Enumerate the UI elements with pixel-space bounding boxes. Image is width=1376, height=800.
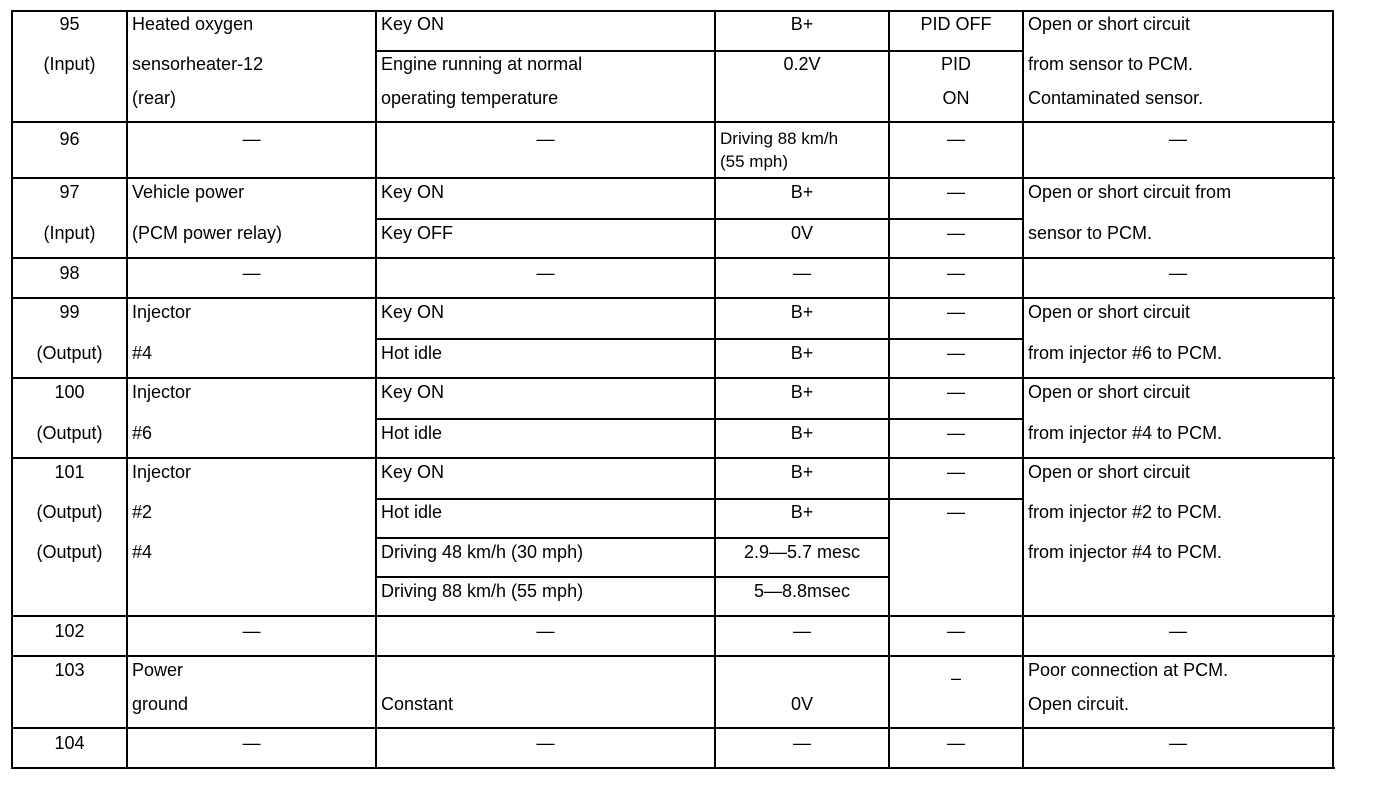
terminal-number: 95 <box>59 14 80 34</box>
condition-text: Hot idle <box>381 343 443 363</box>
inspection-text: Poor connection at PCM. <box>1028 660 1229 680</box>
sub-row-border <box>376 218 1024 220</box>
condition-text: Hot idle <box>381 423 443 443</box>
connected-to-text: #4 <box>132 343 153 363</box>
inspection-dash: — <box>1169 129 1187 149</box>
pid-value: — <box>947 462 965 482</box>
inspection-text: Open or short circuit <box>1028 382 1191 402</box>
table-top-border <box>12 10 1333 12</box>
row-border <box>12 297 1335 299</box>
pid-value: — <box>947 382 965 402</box>
voltage-value: 0.2V <box>783 54 821 74</box>
connected-to-text: Injector <box>132 462 192 482</box>
terminal-number: 102 <box>54 621 85 641</box>
connected-to-text: (rear) <box>132 88 176 108</box>
sub-row-border <box>376 576 890 578</box>
inspection-text: from injector #2 to PCM. <box>1028 502 1223 522</box>
row-border <box>12 655 1335 657</box>
connected-to-text: (PCM power relay) <box>132 223 283 243</box>
pid-value: — <box>947 423 965 443</box>
voltage-value: B+ <box>790 382 814 402</box>
inspection-dash: — <box>1169 621 1187 641</box>
inspection-text: Contaminated sensor. <box>1028 88 1204 108</box>
connected-to-text: Heated oxygen <box>132 14 254 34</box>
pid-value: — <box>947 343 965 363</box>
inspection-text: Open or short circuit <box>1028 462 1191 482</box>
terminal-number: 104 <box>54 733 85 753</box>
voltage-value: — <box>793 621 811 641</box>
pid-value: — <box>947 223 965 243</box>
condition-text: Key ON <box>381 462 445 482</box>
row-border <box>12 177 1335 179</box>
inspection-dash: — <box>1169 733 1187 753</box>
column-border <box>375 10 377 769</box>
terminal-number: (Input) <box>43 54 96 74</box>
inspection-text: Open circuit. <box>1028 694 1130 714</box>
row-border <box>12 615 1335 617</box>
pid-value: — <box>947 621 965 641</box>
connected-to-dash: — <box>242 733 261 753</box>
row-border <box>12 377 1335 379</box>
connected-to-dash: — <box>242 263 261 283</box>
voltage-value: B+ <box>790 502 814 522</box>
voltage-value: 2.9—5.7 mesc <box>743 542 861 562</box>
condition-dash: — <box>536 129 555 149</box>
row-border <box>12 727 1335 729</box>
terminal-number: 99 <box>59 302 80 322</box>
connected-to-dash: — <box>242 621 261 641</box>
sub-row-border <box>376 418 1024 420</box>
condition-text: Constant <box>381 694 454 714</box>
connected-to-text: #2 <box>132 502 153 522</box>
voltage-text: Driving 88 km/h (55 mph) <box>720 129 839 171</box>
connected-to-text: sensorheater-12 <box>132 54 264 74</box>
connected-to-text: ground <box>132 694 189 714</box>
voltage-value: 5—8.8msec <box>753 581 851 601</box>
pid-value: ON <box>942 88 970 108</box>
condition-dash: — <box>536 733 555 753</box>
sub-row-border <box>376 537 890 539</box>
sub-row-border <box>376 498 1024 500</box>
terminal-number: (Output) <box>36 343 103 363</box>
condition-text: operating temperature <box>381 88 559 108</box>
connected-to-dash: — <box>242 129 261 149</box>
inspection-text: from injector #4 to PCM. <box>1028 423 1223 443</box>
inspection-text: Open or short circuit <box>1028 302 1191 322</box>
connected-to-text: Injector <box>132 302 192 322</box>
row-border <box>12 767 1335 769</box>
condition-text: Driving 48 km/h (30 mph) <box>381 542 584 562</box>
voltage-value: 0V <box>790 694 814 714</box>
inspection-text: from sensor to PCM. <box>1028 54 1194 74</box>
pid-value: – <box>950 668 961 688</box>
inspection-text: sensor to PCM. <box>1028 223 1153 243</box>
terminal-number: 98 <box>59 263 80 283</box>
voltage-value: B+ <box>790 343 814 363</box>
condition-text: Hot idle <box>381 502 443 522</box>
condition-text: Engine running at normal <box>381 54 583 74</box>
voltage-value: 0V <box>790 223 814 243</box>
inspection-text: from injector #4 to PCM. <box>1028 542 1223 562</box>
inspection-dash: — <box>1169 263 1187 283</box>
condition-text: Key OFF <box>381 223 454 243</box>
pid-value: — <box>947 733 965 753</box>
pid-value: — <box>947 263 965 283</box>
inspection-text: from injector #6 to PCM. <box>1028 343 1223 363</box>
connected-to-text: Power <box>132 660 184 680</box>
row-border <box>12 457 1335 459</box>
terminal-number: (Output) <box>36 423 103 443</box>
pid-value: — <box>947 302 965 322</box>
condition-text: Key ON <box>381 14 445 34</box>
inspection-text: Open or short circuit from <box>1028 182 1232 202</box>
voltage-value: B+ <box>790 462 814 482</box>
condition-dash: — <box>536 263 555 283</box>
terminal-number: 103 <box>54 660 85 680</box>
connected-to-text: #4 <box>132 542 153 562</box>
voltage-value: — <box>793 263 811 283</box>
terminal-number: 101 <box>54 462 85 482</box>
terminal-number: (Input) <box>43 223 96 243</box>
connected-to-text: #6 <box>132 423 153 443</box>
pid-value: PID OFF <box>920 14 992 34</box>
connected-to-text: Injector <box>132 382 192 402</box>
condition-text: Key ON <box>381 302 445 322</box>
inspection-text: Open or short circuit <box>1028 14 1191 34</box>
row-border <box>12 257 1335 259</box>
terminal-number: (Output) <box>36 542 103 562</box>
column-border <box>1332 10 1334 769</box>
terminal-number: 100 <box>54 382 85 402</box>
terminal-number: 96 <box>59 129 80 149</box>
pid-value: — <box>947 502 965 522</box>
row-border <box>12 121 1335 123</box>
pid-value: — <box>947 182 965 202</box>
pid-value: — <box>947 129 965 149</box>
sub-row-border <box>376 50 1024 52</box>
terminal-number: 97 <box>59 182 80 202</box>
voltage-value: — <box>793 733 811 753</box>
terminal-number: (Output) <box>36 502 103 522</box>
condition-text: Key ON <box>381 182 445 202</box>
pid-value: PID <box>940 54 971 74</box>
voltage-value: B+ <box>790 182 814 202</box>
condition-text: Key ON <box>381 382 445 402</box>
voltage-value: B+ <box>790 423 814 443</box>
voltage-value: B+ <box>790 14 814 34</box>
sub-row-border <box>376 338 1024 340</box>
condition-dash: — <box>536 621 555 641</box>
condition-text: Driving 88 km/h (55 mph) <box>381 581 584 601</box>
connected-to-text: Vehicle power <box>132 182 245 202</box>
voltage-value: B+ <box>790 302 814 322</box>
